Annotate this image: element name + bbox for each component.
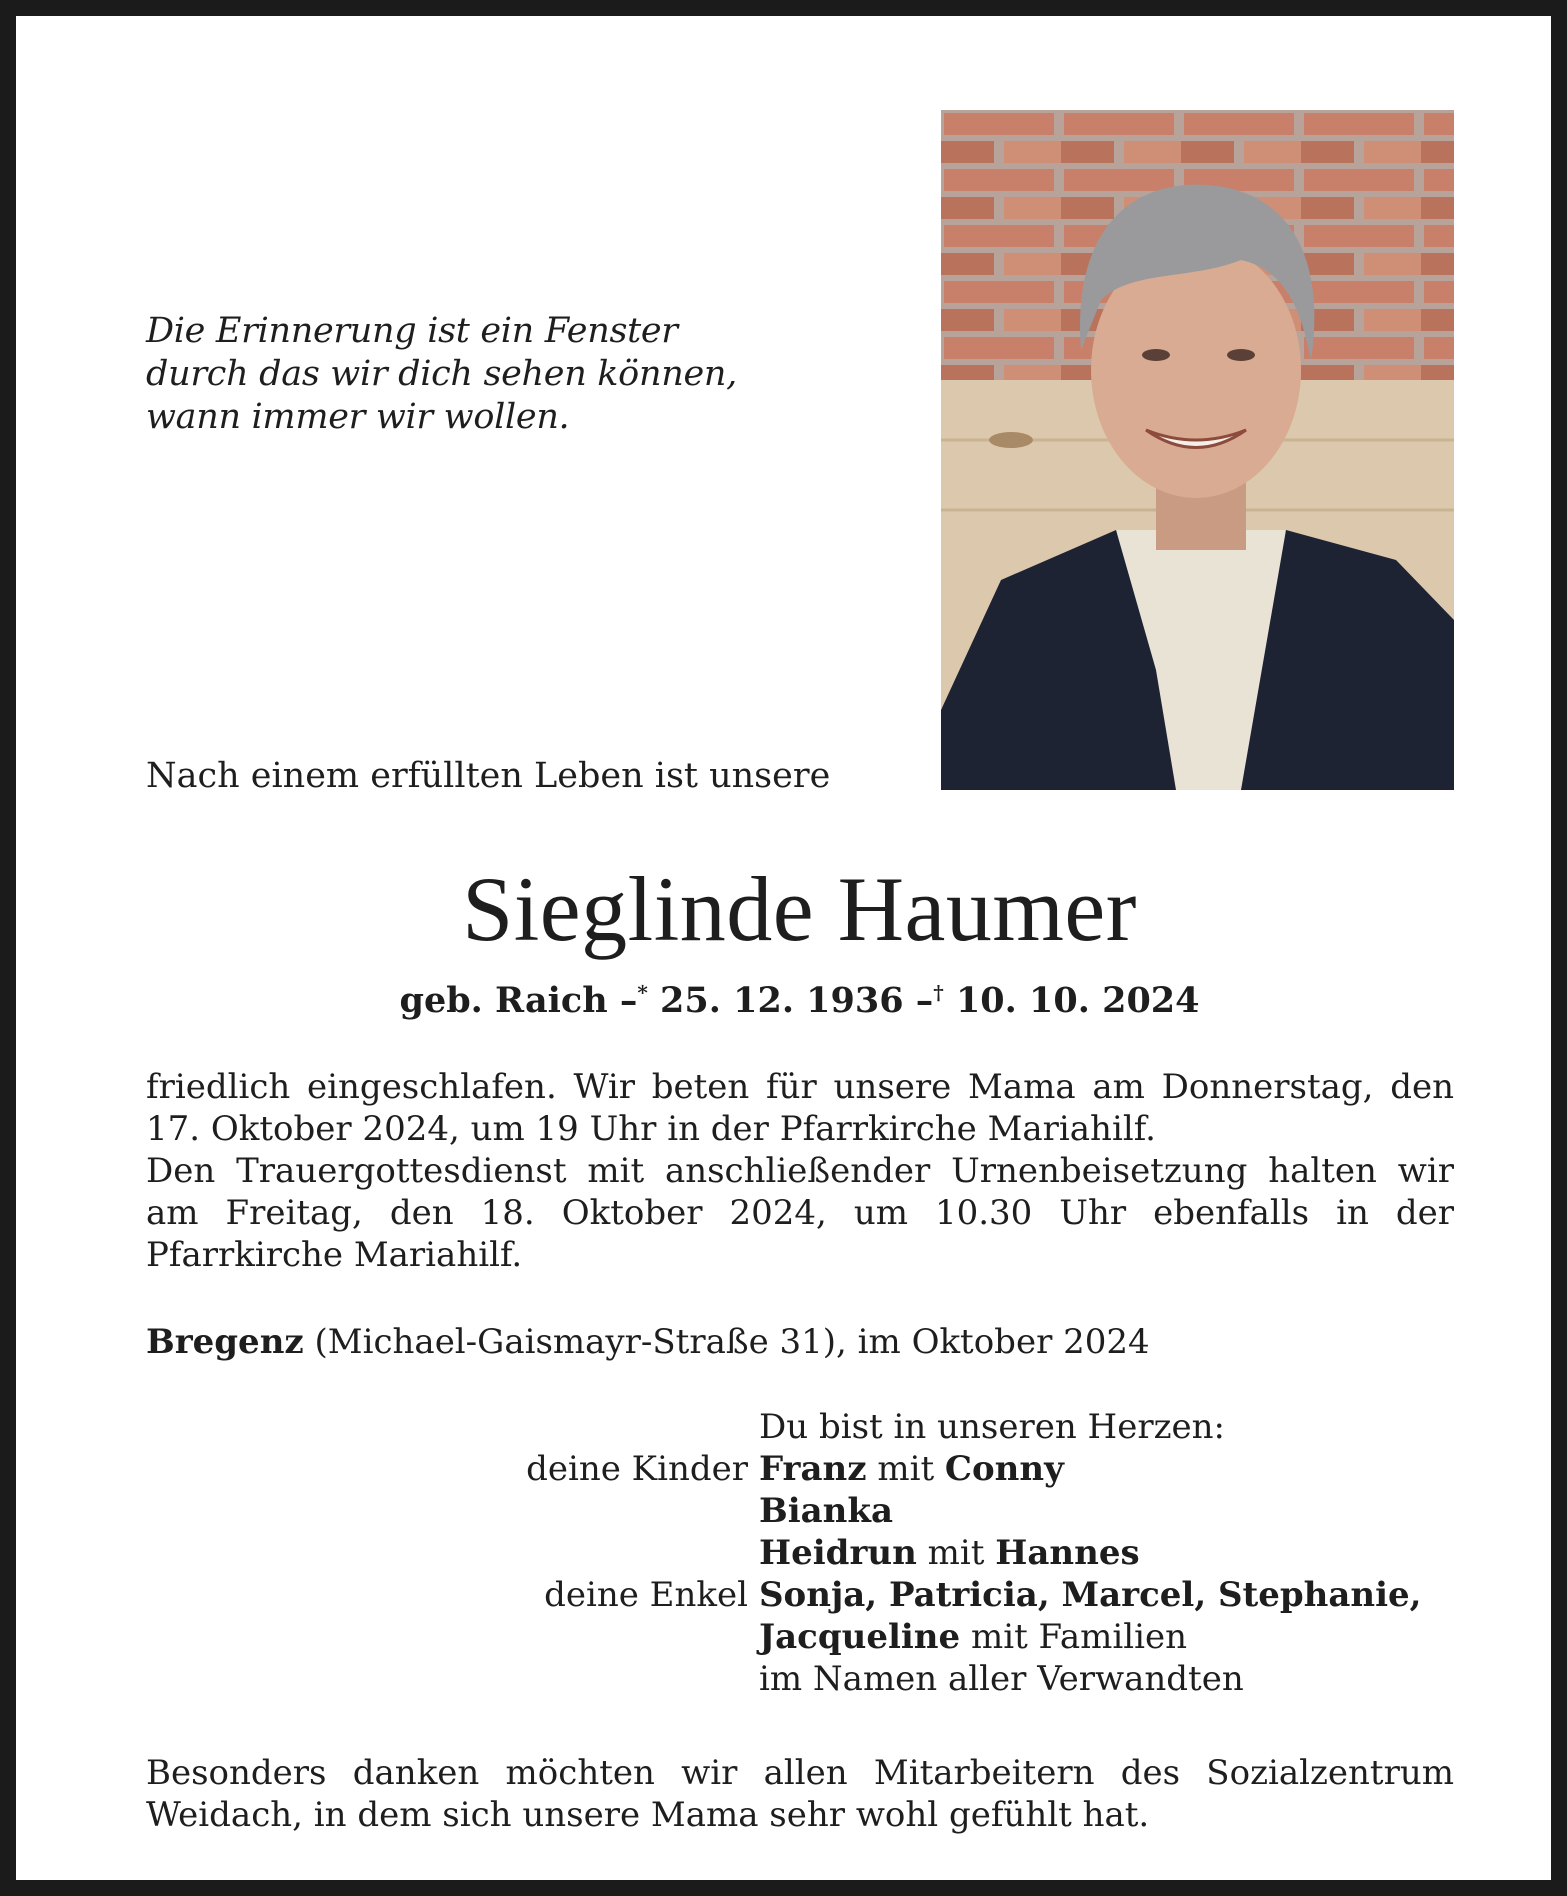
child-name: Franz — [759, 1449, 867, 1489]
service-announcement — [146, 1066, 1454, 1276]
deceased-name: Sieglinde Haumer — [462, 858, 1137, 960]
grandchildren-label: deine Enkel — [544, 1575, 748, 1615]
families-text: mit Familien — [960, 1617, 1187, 1657]
death-date: 10. 10. 2024 — [955, 980, 1200, 1021]
date-separator: – — [915, 980, 934, 1021]
partner-name: Hannes — [995, 1533, 1140, 1573]
prayer-paragraph: friedlich eingeschlafen. Wir beten für unsere Mama am Donnerstag, den 17. Oktober 2024, um 19 Uhr in der Pfarrkirche Mariahilf. — [146, 1067, 1454, 1149]
mourners-heading: Du bist in unseren Herzen: — [759, 1407, 1225, 1447]
birth-symbol: * — [637, 980, 648, 1005]
life-dates — [16, 980, 1567, 1021]
relatives-text: im Namen aller Verwandten — [759, 1659, 1244, 1699]
grandchild-name: Jacqueline — [759, 1617, 961, 1657]
quote-line: durch das wir dich sehen können, — [146, 354, 737, 394]
portrait-illustration — [941, 110, 1454, 790]
address-and-date: (Michael-Gaismayr-Straße 31), im Oktober 2024 — [303, 1322, 1150, 1362]
city: Bregenz — [146, 1322, 304, 1362]
with-text: mit — [916, 1533, 996, 1573]
mourners-list — [146, 1406, 1446, 1700]
grandchildren-names: Sonja, Patricia, Marcel, Stephanie, — [759, 1575, 1422, 1615]
date-separator: – — [619, 980, 638, 1021]
death-symbol: † — [933, 980, 944, 1005]
birth-date: 25. 12. 1936 — [660, 980, 904, 1021]
intro-text: Nach einem erfüllten Leben ist unsere — [146, 756, 831, 796]
children-label: deine Kinder — [526, 1449, 748, 1489]
place-and-date — [146, 1322, 1150, 1362]
child-name: Bianka — [759, 1491, 893, 1531]
quote-line: Die Erinnerung ist ein Fenster — [146, 311, 678, 351]
memorial-quote — [146, 310, 737, 439]
birth-name: geb. Raich — [399, 980, 608, 1021]
child-name: Heidrun — [759, 1533, 917, 1573]
portrait-photo — [941, 110, 1454, 790]
partner-name: Conny — [944, 1449, 1064, 1489]
funeral-paragraph: Den Trauergottesdienst mit anschließender Urnenbeisetzung halten wir am Freitag, den 18. Oktober 2024, um 10.30 Uhr ebenfalls in der Pfarrkirche Mariahilf. — [146, 1151, 1454, 1275]
thanks-text: Besonders danken möchten wir allen Mitarbeitern des Sozialzentrum Weidach, in dem sich unsere Mama sehr wohl gefühlt hat. — [146, 1753, 1454, 1835]
quote-line: wann immer wir wollen. — [146, 397, 570, 437]
with-text: mit — [866, 1449, 945, 1489]
